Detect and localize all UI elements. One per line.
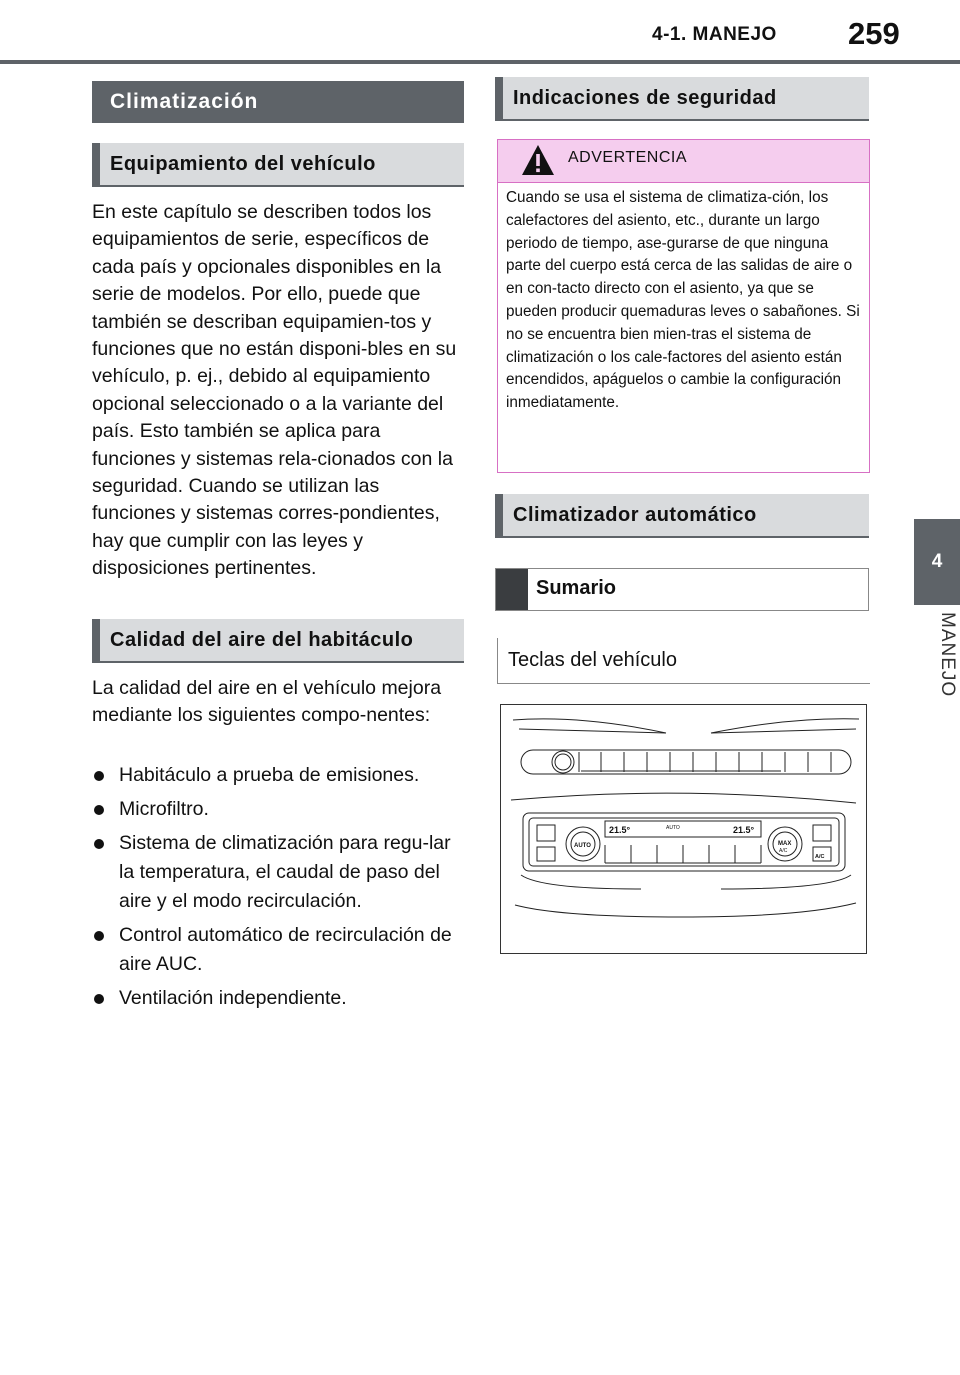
- bullet-icon: [94, 771, 104, 781]
- page-number: 259: [848, 16, 900, 51]
- subheading-air-quality: [92, 619, 464, 663]
- max-button-label: MAX: [778, 841, 792, 847]
- heading-bar: [495, 494, 503, 538]
- heading-bar: [495, 77, 503, 121]
- subheading-auto-climate-text: Climatizador automático: [513, 503, 757, 526]
- heading-bar: [92, 143, 100, 187]
- paragraph-equipment: En este capítulo se describen todos los equipamientos de serie, específicos de cada país y opcionales disponibles en la serie de modelos. Por ello, puede que también se describan equipamien-tos y funciones que no están disponi-bles en su vehículo, p. ej., debido al equipamiento opcional seleccionado o a la variante del país. Esto también se aplica para funciones y sistemas rela-cionados con la seguridad. Cuando se utilizan las funciones y sistemas corres-pondientes, hay que cumplir con las leyes y disposiciones pertinentes.: [92, 201, 457, 580]
- air-quality-list: [92, 761, 464, 1018]
- summary-marker: [496, 569, 528, 610]
- warning-title: ADVERTENCIA: [568, 149, 688, 166]
- vehicle-keys-heading: [497, 638, 870, 684]
- temp-right-readout: 21.5°: [733, 825, 755, 835]
- max-ac-label: A/C: [779, 848, 788, 854]
- list-item: Sistema de climatización para regu-lar la temperatura, el caudal de paso del aire y el modo recirculación.: [92, 829, 464, 916]
- bullet-icon: [94, 805, 104, 815]
- climate-panel-illustration: [501, 705, 866, 953]
- list-item: Habitáculo a prueba de emisiones.: [92, 761, 464, 790]
- auto-button-label: AUTO: [574, 843, 591, 849]
- summary-heading-text: Sumario: [536, 577, 617, 599]
- chapter-tab-number: 4: [914, 519, 960, 605]
- temp-left-readout: 21.5°: [609, 825, 631, 835]
- subheading-equipment: [92, 143, 464, 187]
- heading-bar: [92, 619, 100, 663]
- subheading-safety-text: Indicaciones de seguridad: [513, 86, 777, 109]
- page-header: [0, 0, 960, 64]
- header-rule: [0, 60, 960, 64]
- warning-text: Cuando se usa el sistema de climatiza-ción, los calefactores del asiento, etc., durante un largo periodo de tiempo, ase-gurarse de que ninguna parte del cuerpo está cerca de las salidas de aire o en con-tacto directo con el asiento, ya que se pueden producir quemaduras leves o sabañones. Si no se encuentra bien mien-tras el sistema de climatización o los cale-factores del asiento están encendidos, apáguelos o cambie la configuración inmediatamente.: [506, 189, 860, 412]
- subheading-safety: [495, 77, 869, 121]
- list-item: Control automático de recirculación de aire AUC.: [92, 921, 464, 979]
- chapter-tab-label: MANEJO: [937, 612, 958, 698]
- subheading-equipment-text: Equipamiento del vehículo: [110, 152, 376, 175]
- main-heading: Climatización: [92, 81, 464, 123]
- warning-box: [497, 139, 870, 473]
- vehicle-keys-heading-text: Teclas del vehículo: [508, 649, 677, 671]
- list-item: Ventilación independiente.: [92, 984, 464, 1013]
- climate-panel-figure: [500, 704, 867, 954]
- bullet-icon: [94, 931, 104, 941]
- section-label: 4-1. MANEJO: [652, 24, 777, 45]
- warning-header: [498, 140, 869, 183]
- bullet-icon: [94, 994, 104, 1004]
- paragraph-air-quality: La calidad del aire en el vehículo mejora mediante los siguientes compo-nentes:: [92, 677, 442, 727]
- subheading-air-quality-text: Calidad del aire del habitáculo: [110, 628, 414, 651]
- subheading-auto-climate: [495, 494, 869, 538]
- list-item: Microfiltro.: [92, 795, 464, 824]
- ac-button-label: A/C: [815, 854, 825, 860]
- bullet-icon: [94, 839, 104, 849]
- warning-triangle-icon: [520, 143, 556, 177]
- auto-indicator: AUTO: [666, 825, 680, 831]
- summary-heading: [495, 568, 869, 611]
